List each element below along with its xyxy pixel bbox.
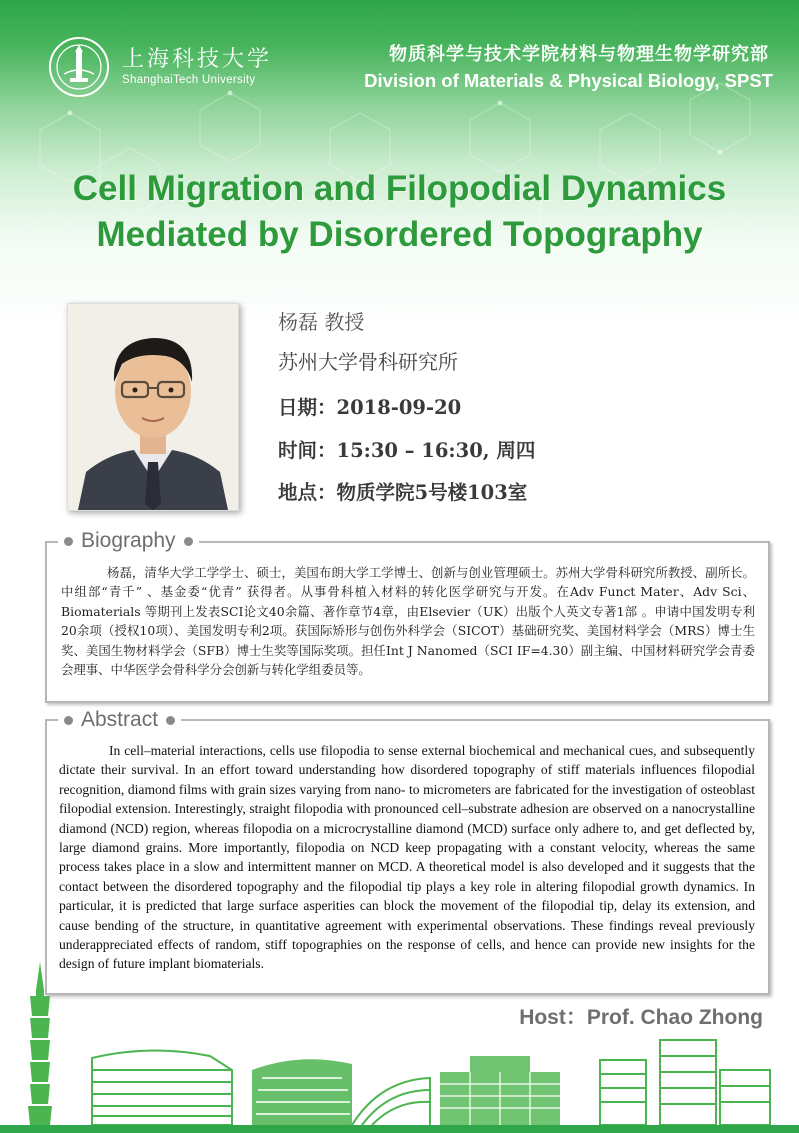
division-name-cn: 物质科学与技术学院材料与物理生物学研究部: [389, 44, 769, 64]
speaker-affiliation: 苏州大学骨科研究所: [278, 350, 458, 374]
seminar-title: [0, 166, 799, 258]
seminar-location: 地点：物质学院5号楼103室: [278, 481, 528, 504]
bullet-dot-icon: [184, 537, 193, 546]
title-line-1: Cell Migration and Filopodial Dynamics: [72, 169, 727, 208]
biography-heading: [58, 529, 199, 553]
abstract-heading: [58, 708, 181, 732]
seminar-date: 日期：2018-09-20: [278, 396, 462, 419]
campus-skyline-illustration: [0, 960, 799, 1133]
biography-box: [45, 541, 770, 703]
university-name-en: ShanghaiTech University: [122, 74, 256, 86]
biography-text: 杨磊，清华大学工学学士、硕士，美国布朗大学工学博士、创新与创业管理硕士。苏州大学骨科研究所教授、副所长。 中组部“青千” 、基金委“优青” 获得者。从事骨科植入材料的转化医学研究与开发。在Adv Funct Mater、Adv Sci、Biomaterials 等期刊上发表SCI论文40余篇、著作章节4章，由Elsevier（UK）出版个人英文专著1部 。申请中国发明专利20余项（授权10项）、美国发明专利2项。获国际矫形与创伤外科学会（SICOT）基础研究奖、美国材料学会（MRS）博士生奖、美国生物材料学会（SFB）博士生奖等国际奖项。担任Int J Nanomed（SCI IF=4.30）副主编、中国材料研究学会青委会理事、中华医学会骨科学分会创新与转化学组委员等。: [61, 565, 755, 678]
bullet-dot-icon: [64, 537, 73, 546]
division-name-en: Division of Materials & Physical Biology, SPST: [364, 70, 773, 91]
university-name-cn: 上海科技大学: [122, 47, 273, 72]
bullet-dot-icon: [64, 716, 73, 725]
abstract-heading-text: Abstract: [81, 708, 159, 731]
biography-heading-text: Biography: [81, 529, 176, 552]
bullet-dot-icon: [166, 716, 175, 725]
speaker-portrait-icon: [68, 304, 238, 510]
title-line-2: Mediated by Disordered Topography: [96, 215, 703, 254]
university-seal-icon: [48, 36, 110, 98]
abstract-box: [45, 719, 770, 995]
speaker-photo: [67, 303, 239, 511]
host-name: Host：Prof. Chao Zhong: [519, 1006, 763, 1029]
seminar-time: 时间：15:30 – 16:30, 周四: [278, 439, 536, 462]
speaker-name: 杨磊 教授: [278, 310, 365, 334]
abstract-text: In cell–material interactions, cells use filopodia to sense external biochemical and mechanical cues, and subsequently dictate their survival. In an effort toward understanding how disordered topography of stiff materials influences filopodial recognition, diamond films with grain sizes varying from nano- to micrometers are fabricated for the investigation of osteoblast filopodial extension. Interestingly, straight filopodia with pronounced cell–substrate adhesion are observed on a nanocrystalline diamond (NCD) region, whereas filopodia on a microcrystalline diamond (MCD) surface only adhere to, and get deflected by, large diamond grains. More importantly, filopodia on NCD keep propagating with a constant velocity, whereas the same process takes place in a slow and intermittent manner on MCD. A theoretical model is also developed and it suggests that the contact between the disordered topography and the filopodial tip plays a key role in altering filopodial growth dynamics. In particular, it is predicted that large surface asperities can block the movement of the filopodial tip, delay its extension, and cause bending of the structure, in quantitative agreement with experimental observations. These findings reveal previously underappreciated effects of random, stiff topographies on the response of cells, and hence can provide new insights for the design of future implant biomaterials.: [59, 743, 755, 972]
